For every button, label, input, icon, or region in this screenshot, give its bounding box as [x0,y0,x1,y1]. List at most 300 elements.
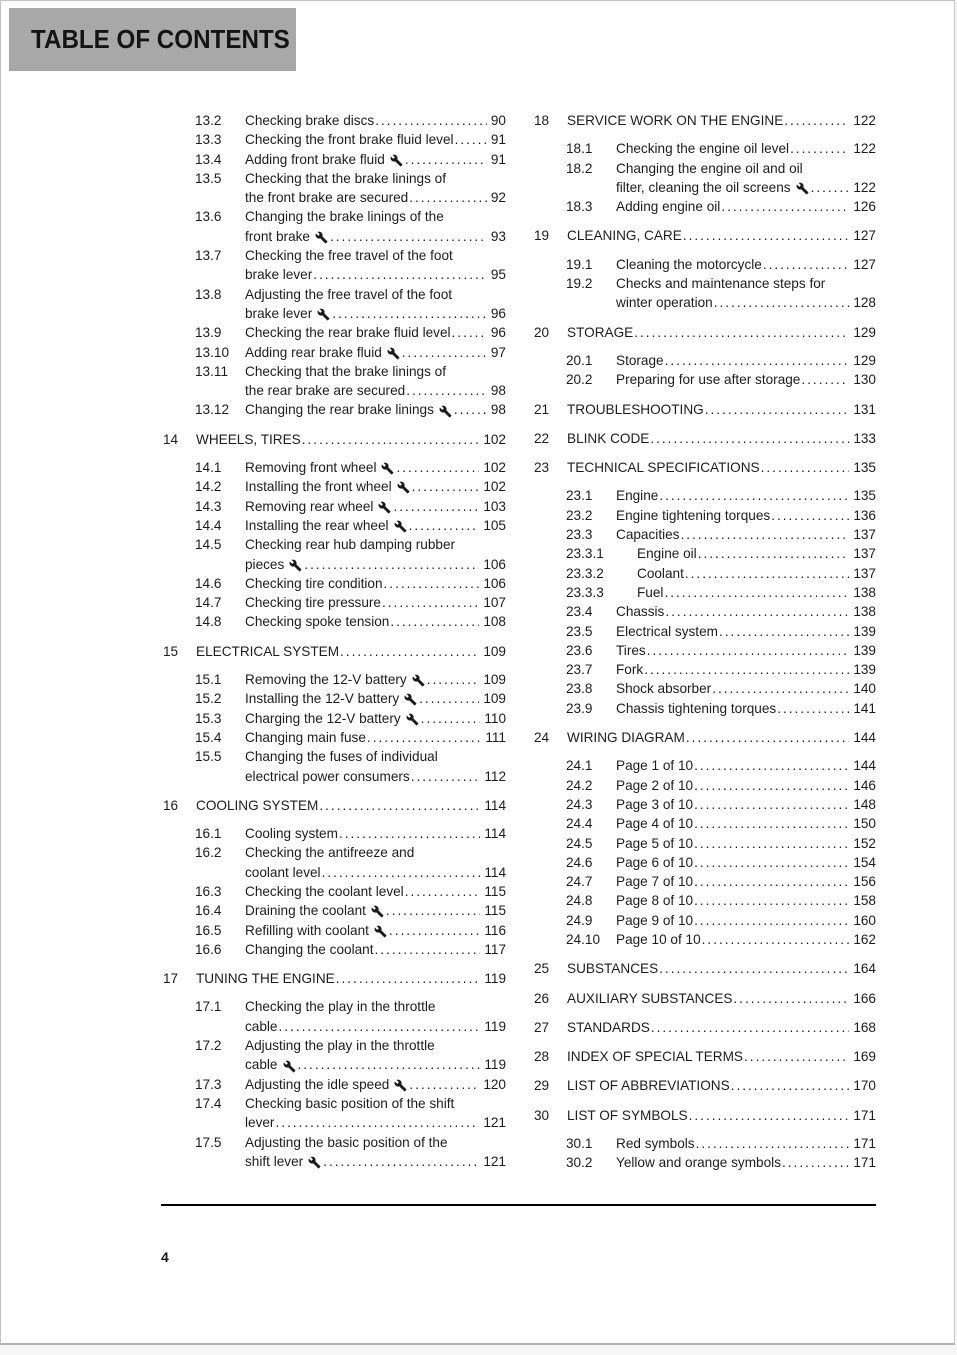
toc-entry-title: front brake [245,228,310,244]
toc-entry-18-2[interactable] [534,159,876,198]
toc-entry-line [163,796,506,815]
toc-entry-line [163,362,506,381]
toc-entry-line [534,1153,876,1172]
toc-entry-16-3[interactable] [163,882,506,901]
toc-entry-24-3[interactable] [534,795,876,814]
toc-entry-page-ref: 169 [853,1049,876,1065]
toc-entry-15-2[interactable] [163,689,506,708]
toc-entry-16-1[interactable] [163,824,506,843]
toc-entry-number: 29 [534,1078,550,1094]
dot-leader [382,593,479,612]
toc-entry-number: 21 [534,401,550,417]
toc-entry-30-2[interactable] [534,1153,876,1172]
toc-entry-page-ref: 122 [853,141,876,157]
toc-entry-title: Page 8 of 10 [616,893,694,909]
toc-entry-number: 15.3 [195,710,222,726]
toc-entry-line [163,612,506,631]
toc-entry-number: 18 [534,113,550,128]
toc-entry-page-ref: 90 [490,113,506,128]
toc-entry-line [534,679,876,698]
toc-entry-number: 16.1 [195,826,222,842]
toc-entry-page-ref: 112 [484,768,506,784]
dot-leader [694,795,849,814]
toc-entry-14-3[interactable] [163,497,506,516]
toc-entry-page-ref: 160 [853,912,876,928]
wrench-icon [404,693,417,706]
toc-entry-page-ref: 122 [853,179,876,195]
dot-leader [339,824,480,843]
toc-entry-title: Storage [616,352,664,368]
toc-entry-title: Fuel [637,584,664,600]
toc-entry-title: Page 5 of 10 [616,835,694,851]
toc-entry-14-7[interactable] [163,593,506,612]
toc-entry-title: filter, cleaning the oil screens [616,179,791,195]
toc-entry-number: 14.1 [195,460,222,476]
toc-entry-23-6[interactable] [534,641,876,660]
toc-entry-line [163,400,506,419]
toc-entry-page-ref: 152 [853,835,876,851]
toc-entry-title: electrical power consumers [245,768,410,784]
toc-entry-19-2[interactable] [534,274,876,313]
toc-entry-line [534,255,876,274]
toc-entry-13-12[interactable] [163,400,506,419]
toc-entry-30-1[interactable] [534,1134,876,1153]
toc-entry-page-ref: 102 [483,460,506,476]
toc-entry-title: Adding rear brake fluid [245,344,382,360]
toc-entry-23-4[interactable] [534,602,876,621]
toc-entry-line [534,274,876,293]
dot-leader [761,458,850,477]
dot-leader [689,1106,850,1125]
dot-leader [390,612,479,631]
toc-entry-line [163,169,506,188]
toc-entry-13-4[interactable] [163,150,506,169]
toc-entry-title: Checking brake discs [245,113,375,128]
toc-entry-22[interactable] [534,429,876,448]
dot-leader [455,130,487,149]
toc-entry-23-3-3[interactable] [534,583,876,602]
toc-entry-line [534,525,876,544]
toc-entry-line [534,400,876,419]
toc-entry-line [534,853,876,872]
toc-entry-title: Page 7 of 10 [616,874,694,890]
toc-entry-page-ref: 170 [853,1078,876,1094]
toc-entry-title: Coolant [637,565,684,581]
dot-leader [302,430,480,449]
toc-entry-title: Adding engine oil [616,199,721,215]
toc-entry-number: 13.3 [195,132,222,148]
toc-entry-line [534,564,876,583]
toc-entry-24-4[interactable] [534,814,876,833]
toc-entry-number: 13.9 [195,325,222,341]
toc-entry-title: Shock absorber [616,681,712,697]
toc-entry-title: Checking the front brake fluid level [245,132,454,148]
toc-entry-24-10[interactable] [534,930,876,949]
toc-entry-title: Engine oil [637,546,697,562]
toc-entry-line [163,207,506,226]
toc-entry-title: Changing the fuses of individual [245,749,438,765]
toc-entry-line [534,641,876,660]
toc-entry-19[interactable] [534,226,876,245]
toc-entry-page-ref: 114 [484,864,506,880]
toc-entry-title: Page 3 of 10 [616,796,694,812]
toc-entry-line [163,265,506,284]
toc-entry-page-ref: 140 [853,681,876,697]
dot-leader [733,989,849,1008]
toc-entry-line [163,709,506,728]
toc-entry-line [163,150,506,169]
toc-entry-title: Adding front brake fluid [245,151,385,167]
toc-entry-title: AUXILIARY SUBSTANCES [567,990,733,1006]
toc-entry-20-2[interactable] [534,370,876,389]
toc-entry-line [163,285,506,304]
toc-entry-24-1[interactable] [534,756,876,775]
toc-entry-page-ref: 137 [853,527,876,543]
toc-entry-23-3[interactable] [534,525,876,544]
toc-entry-title: Removing front wheel [245,460,377,476]
toc-entry-title: STORAGE [567,324,634,340]
dot-leader [694,911,849,930]
toc-entry-line [534,728,876,747]
toc-entry-17-1[interactable] [163,997,506,1036]
toc-entry-number: 23.3.3 [566,584,604,600]
dot-leader [665,351,850,370]
toc-entry-title: STANDARDS [567,1019,650,1035]
toc-entry-page-ref: 119 [484,1057,506,1073]
toc-entry-14-1[interactable] [163,458,506,477]
dot-leader [454,400,487,419]
toc-entry-17[interactable] [163,969,506,988]
toc-entry-23[interactable] [534,458,876,477]
toc-entry-17-2[interactable] [163,1036,506,1075]
toc-entry-16-4[interactable] [163,901,506,920]
toc-entry-title: ELECTRICAL SYSTEM [196,643,340,659]
toc-entry-line [534,370,876,389]
toc-entry-16-2[interactable] [163,843,506,882]
toc-entry-title: TROUBLESHOOTING [567,401,704,417]
toc-entry-number: 17.4 [195,1095,222,1111]
page-title: TABLE OF CONTENTS [31,24,290,54]
toc-entry-13-5[interactable] [163,169,506,208]
toc-entry-line [534,602,876,621]
dot-leader [694,872,849,891]
toc-entry-23-5[interactable] [534,622,876,641]
toc-entry-line [163,323,506,342]
toc-entry-number: 13.12 [195,402,230,418]
toc-entry-number: 19.1 [566,256,593,272]
toc-entry-line [534,458,876,477]
toc-entry-number: 17.5 [195,1134,222,1150]
toc-entry-page-ref: 171 [853,1107,876,1123]
toc-entry-line [163,188,506,207]
wrench-icon [283,1060,296,1073]
toc-entry-line [534,351,876,370]
toc-entry-page-ref: 127 [853,228,876,244]
toc-entry-23-3-1[interactable] [534,544,876,563]
toc-entry-page-ref: 166 [853,990,876,1006]
toc-entry-18-1[interactable] [534,139,876,158]
toc-entry-number: 23.4 [566,604,593,620]
toc-entry-17-4[interactable] [163,1094,506,1133]
wrench-icon [796,182,809,195]
toc-entry-title: Checking the engine oil level [616,141,790,157]
toc-entry-line [534,795,876,814]
toc-entry-16-5[interactable] [163,921,506,940]
toc-entry-page-ref: 168 [853,1019,876,1035]
toc-entry-17-5[interactable] [163,1133,506,1172]
dot-leader [412,477,480,496]
toc-entry-19-1[interactable] [534,255,876,274]
toc-entry-13-11[interactable] [163,362,506,401]
dot-leader [304,555,479,574]
toc-entry-24[interactable] [534,728,876,747]
toc-entry-title: Checks and maintenance steps for [616,276,826,292]
toc-entry-number: 23.6 [566,642,593,658]
toc-entry-24-6[interactable] [534,853,876,872]
toc-entry-number: 16.2 [195,845,222,861]
dot-leader [386,901,480,920]
toc-entry-number: 24.3 [566,796,593,812]
toc-entry-page-ref: 107 [483,595,506,611]
toc-entry-15-3[interactable] [163,709,506,728]
toc-entry-page-ref: 119 [484,1018,506,1034]
toc-entry-title: Red symbols [616,1136,695,1152]
toc-entry-number: 19 [534,228,550,244]
dot-leader [784,111,849,130]
toc-entry-line [163,940,506,959]
toc-entry-23-7[interactable] [534,660,876,679]
toc-entry-line [534,1047,876,1066]
toc-entry-27[interactable] [534,1018,876,1037]
dot-leader [651,1018,849,1037]
toc-column-right [534,111,876,1173]
toc-entry-number: 27 [534,1019,550,1035]
toc-entry-title: Chassis tightening torques [616,700,777,716]
toc-entry-21[interactable] [534,400,876,419]
toc-entry-14-2[interactable] [163,477,506,496]
toc-entry-title: Checking the coolant level [245,883,404,899]
toc-entry-number: 23.2 [566,507,593,523]
toc-entry-page-ref: 116 [484,922,506,938]
toc-entry-28[interactable] [534,1047,876,1066]
toc-entry-title: Adjusting the idle speed [245,1076,390,1092]
toc-entry-page-ref: 154 [853,854,876,870]
toc-entry-15[interactable] [163,642,506,661]
toc-entry-13-2[interactable] [163,111,506,130]
toc-entry-line [163,574,506,593]
toc-entry-line [163,227,506,246]
toc-entry-page-ref: 109 [483,643,506,659]
toc-entry-23-1[interactable] [534,486,876,505]
toc-entry-13-9[interactable] [163,323,506,342]
toc-entry-page-ref: 93 [490,228,506,244]
toc-entry-title: CLEANING, CARE [567,228,682,244]
toc-entry-24-5[interactable] [534,834,876,853]
toc-entry-number: 17.2 [195,1038,222,1054]
toc-entry-title: Checking the antifreeze and [245,845,415,861]
toc-entry-page-ref: 139 [853,642,876,658]
toc-entry-number: 15.4 [195,729,222,745]
toc-entry-14[interactable] [163,430,506,449]
toc-entry-page-ref: 106 [483,575,506,591]
toc-entry-title: brake lever [245,305,313,321]
toc-entry-title: Checking that the brake linings of [245,363,447,379]
page-header-band [9,8,296,71]
dot-leader [396,458,479,477]
toc-entry-23-9[interactable] [534,699,876,718]
dot-leader [427,670,480,689]
toc-entry-title: Engine [616,488,659,504]
toc-entry-title: WIRING DIAGRAM [567,730,685,746]
toc-entry-15-1[interactable] [163,670,506,689]
dot-leader [409,1075,479,1094]
dot-leader [712,679,849,698]
toc-entry-number: 30 [534,1107,550,1123]
toc-entry-page-ref: 150 [853,816,876,832]
dot-leader [664,583,849,602]
toc-entry-16[interactable] [163,796,506,815]
toc-entry-26[interactable] [534,989,876,1008]
toc-entry-page-ref: 97 [490,344,506,360]
footer-rule [161,1204,876,1206]
toc-entry-title: Engine tightening torques [616,507,771,523]
toc-entry-line [534,139,876,158]
toc-entry-line [163,593,506,612]
toc-entry-number: 24.10 [566,931,601,947]
toc-entry-page-ref: 131 [853,401,876,417]
toc-entry-18[interactable] [534,111,876,130]
toc-entry-page-ref: 164 [853,961,876,977]
toc-entry-number: 23.3 [566,527,593,543]
toc-entry-title: Cooling system [245,826,338,842]
toc-entry-14-8[interactable] [163,612,506,631]
toc-entry-line [534,959,876,978]
dot-leader [680,525,849,544]
toc-entry-line [163,670,506,689]
toc-entry-line [163,555,506,574]
toc-entry-line [163,1113,506,1132]
toc-entry-line [163,969,506,988]
toc-entry-title: Changing the coolant [245,941,374,957]
toc-entry-24-8[interactable] [534,891,876,910]
toc-entry-page-ref: 139 [853,662,876,678]
dot-leader [384,574,480,593]
toc-entry-13-8[interactable] [163,285,506,324]
toc-entry-number: 24.6 [566,854,593,870]
dot-leader [650,429,849,448]
toc-entry-20-1[interactable] [534,351,876,370]
toc-entry-23-8[interactable] [534,679,876,698]
toc-entry-page-ref: 108 [483,614,506,630]
toc-entry-line [534,756,876,775]
toc-entry-25[interactable] [534,959,876,978]
wrench-icon [406,713,419,726]
toc-entry-15-5[interactable] [163,747,506,786]
toc-entry-title: cable [245,1057,278,1073]
toc-entry-line [163,728,506,747]
toc-entry-20[interactable] [534,323,876,342]
dot-leader [721,197,849,216]
toc-entry-number: 20 [534,324,550,340]
toc-entry-18-3[interactable] [534,197,876,216]
toc-entry-line [534,699,876,718]
toc-entry-14-5[interactable] [163,535,506,574]
toc-entry-13-6[interactable] [163,207,506,246]
toc-entry-number: 13.5 [195,170,222,186]
wrench-icon [378,501,391,514]
toc-entry-24-9[interactable] [534,911,876,930]
wrench-icon [315,231,328,244]
toc-entry-line [163,458,506,477]
toc-entry-page-ref: 135 [853,488,876,504]
toc-entry-page-ref: 137 [853,546,876,562]
toc-entry-14-6[interactable] [163,574,506,593]
toc-entry-number: 30.1 [566,1136,593,1152]
toc-entry-13-3[interactable] [163,130,506,149]
toc-entry-number: 15.5 [195,749,222,765]
toc-entry-24-7[interactable] [534,872,876,891]
toc-entry-page-ref: 144 [853,730,876,746]
toc-entry-line [534,776,876,795]
toc-entry-title: LIST OF SYMBOLS [567,1107,688,1123]
dot-leader [374,940,480,959]
toc-entry-29[interactable] [534,1076,876,1095]
toc-entry-title: Installing the 12-V battery [245,691,400,707]
dot-leader [367,728,481,747]
toc-entry-13-7[interactable] [163,246,506,285]
toc-entry-number: 26 [534,990,550,1006]
toc-entry-14-4[interactable] [163,516,506,535]
dot-leader [393,497,479,516]
toc-entry-17-3[interactable] [163,1075,506,1094]
toc-entry-line [163,997,506,1016]
toc-entry-30[interactable] [534,1106,876,1125]
wrench-icon [390,154,403,167]
toc-entry-number: 16.6 [195,941,222,957]
toc-entry-page-ref: 98 [490,383,506,399]
toc-entry-title: Refilling with coolant [245,922,369,938]
toc-entry-15-4[interactable] [163,728,506,747]
dot-leader [319,796,480,815]
toc-entry-13-10[interactable] [163,343,506,362]
toc-entry-title: Electrical system [616,623,718,639]
toc-entry-page-ref: 111 [485,729,506,745]
toc-entry-title: Checking tire condition [245,575,383,591]
toc-entry-line [163,642,506,661]
toc-entry-number: 14.8 [195,614,222,630]
toc-entry-title: TUNING THE ENGINE [196,971,335,987]
toc-entry-page-ref: 171 [853,1136,876,1152]
wrench-icon [387,347,400,360]
dot-leader [782,1153,849,1172]
dot-leader [332,304,487,323]
toc-entry-line [163,689,506,708]
dot-leader [409,188,487,207]
toc-entry-page-ref: 115 [484,903,506,919]
toc-entry-line [534,429,876,448]
toc-entry-title: the rear brake are secured [245,383,406,399]
toc-entry-line [534,197,876,216]
toc-entry-16-6[interactable] [163,940,506,959]
toc-entry-title: Checking the free travel of the foot [245,248,453,264]
toc-entry-page-ref: 141 [853,700,876,716]
toc-entry-23-2[interactable] [534,506,876,525]
toc-entry-24-2[interactable] [534,776,876,795]
toc-entry-line [534,1018,876,1037]
toc-entry-line [163,477,506,496]
toc-entry-23-3-2[interactable] [534,564,876,583]
dot-leader [421,709,481,728]
